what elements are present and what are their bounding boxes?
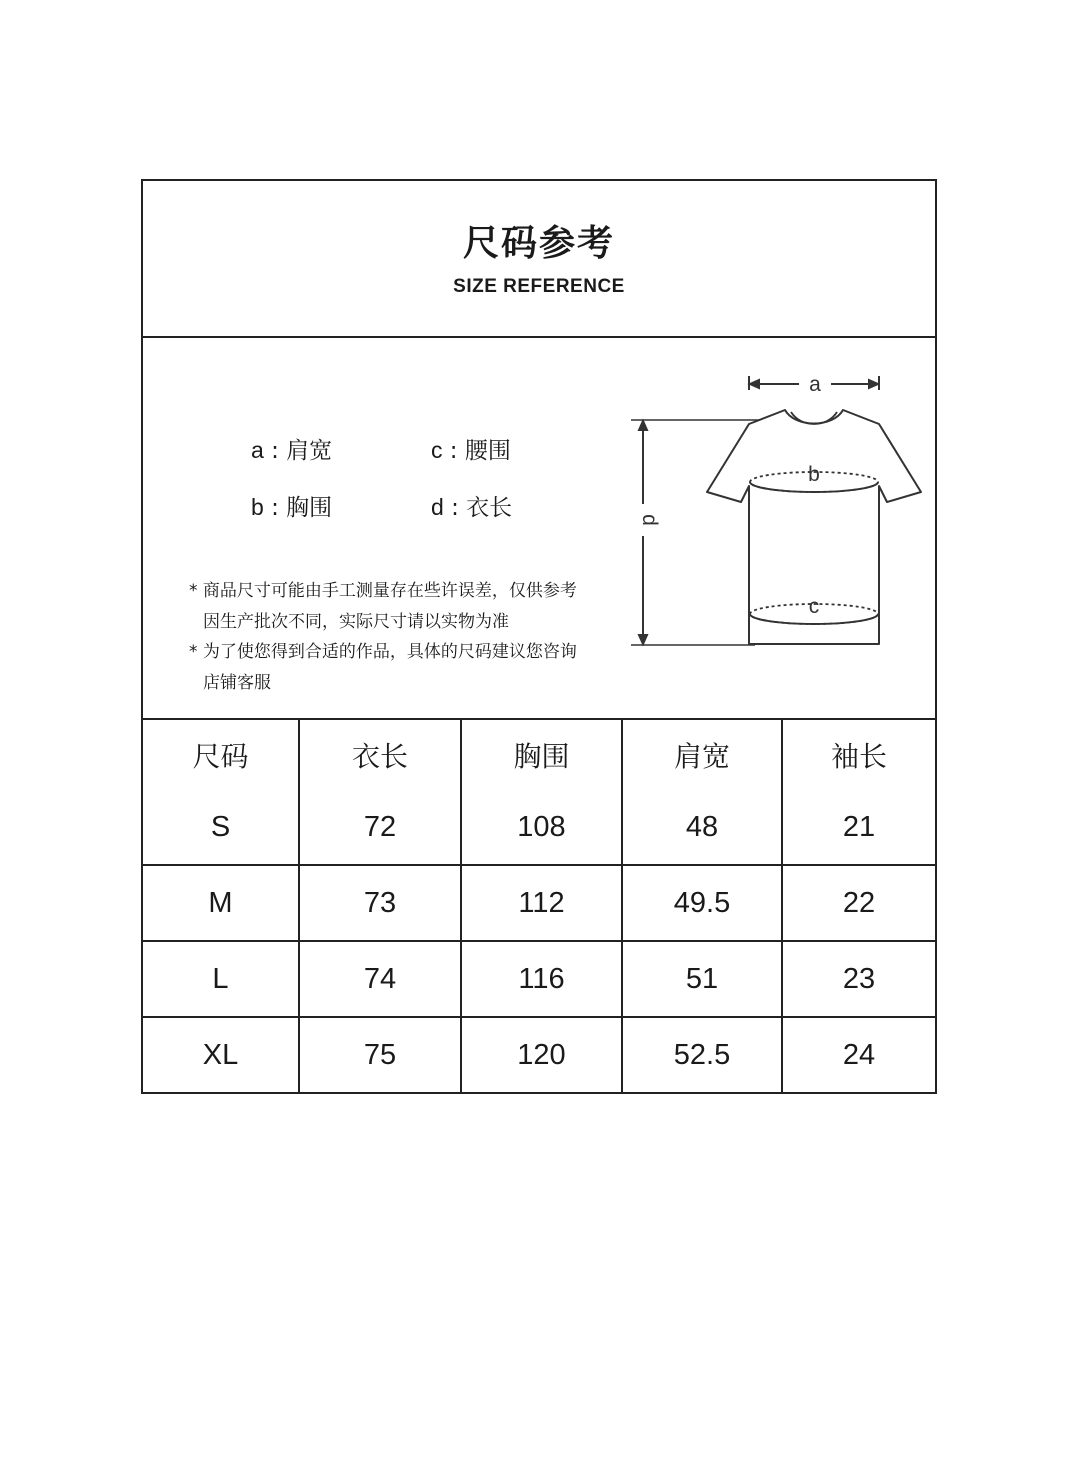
legend-item-c [431, 432, 511, 465]
tshirt-icon [619, 364, 929, 654]
legend-separator: : [442, 438, 465, 464]
table-cell: 74 [299, 941, 461, 1017]
table-cell: 75 [299, 1017, 461, 1092]
legend-item-a [251, 432, 332, 465]
table-cell: 48 [622, 790, 782, 865]
page-title: 尺码参考 [462, 223, 615, 264]
legend-label: 腰围 [464, 438, 511, 464]
legend-item-b [251, 489, 332, 522]
table-cell: 23 [782, 941, 935, 1017]
note-line: 因生产批次不同，实际尺寸请以实物为准 [203, 611, 509, 632]
note-line: * 为了使您得到合适的作品，具体的尺码建议您咨询 [189, 642, 577, 662]
note-line: * 商品尺寸可能由手工测量存在些许误差，仅供参考 [189, 581, 577, 601]
table-row [143, 941, 935, 1017]
size-table [143, 720, 935, 1092]
table-cell: 51 [622, 941, 782, 1017]
label-b: b [808, 463, 820, 486]
size-chart-sheet [141, 179, 937, 1094]
legend-separator: : [263, 495, 287, 521]
table-cell: 108 [461, 790, 622, 865]
chart-header [143, 181, 935, 338]
table-cell: 72 [299, 790, 461, 865]
column-header-size: 尺码 [143, 720, 299, 790]
legend-separator: : [263, 438, 287, 464]
column-header-chest: 胸围 [461, 720, 622, 790]
table-row [143, 1017, 935, 1092]
table-cell: 120 [461, 1017, 622, 1092]
legend-item-d [431, 489, 512, 522]
table-cell: XL [143, 1017, 299, 1092]
legend-label: 肩宽 [286, 438, 333, 464]
page-subtitle: SIZE REFERENCE [453, 276, 625, 297]
table-row [143, 865, 935, 941]
legend-label: 胸围 [286, 495, 333, 521]
column-header-sleeve: 袖长 [782, 720, 935, 790]
table-cell: M [143, 865, 299, 941]
legend-key: d [431, 494, 444, 520]
table-cell: 112 [461, 865, 622, 941]
legend-label: 衣长 [466, 495, 513, 521]
measurement-notes [189, 576, 577, 698]
table-cell: 49.5 [622, 865, 782, 941]
table-cell: 24 [782, 1017, 935, 1092]
label-d: d [638, 514, 661, 526]
table-cell: 21 [782, 790, 935, 865]
table-cell: 116 [461, 941, 622, 1017]
legend-key: c [431, 437, 443, 463]
note-line: 店铺客服 [203, 672, 271, 693]
table-cell: 73 [299, 865, 461, 941]
column-header-length: 衣长 [299, 720, 461, 790]
table-cell: 52.5 [622, 1017, 782, 1092]
table-cell: S [143, 790, 299, 865]
table-cell: L [143, 941, 299, 1017]
table-header-row [143, 720, 935, 790]
table-row [143, 790, 935, 865]
label-c: c [808, 595, 820, 618]
column-header-shoulder: 肩宽 [622, 720, 782, 790]
table-cell: 22 [782, 865, 935, 941]
label-a: a [809, 373, 821, 396]
legend-key: a [251, 437, 264, 463]
legend-key: b [251, 494, 264, 520]
legend-separator: : [443, 495, 467, 521]
measurement-info [143, 338, 935, 720]
